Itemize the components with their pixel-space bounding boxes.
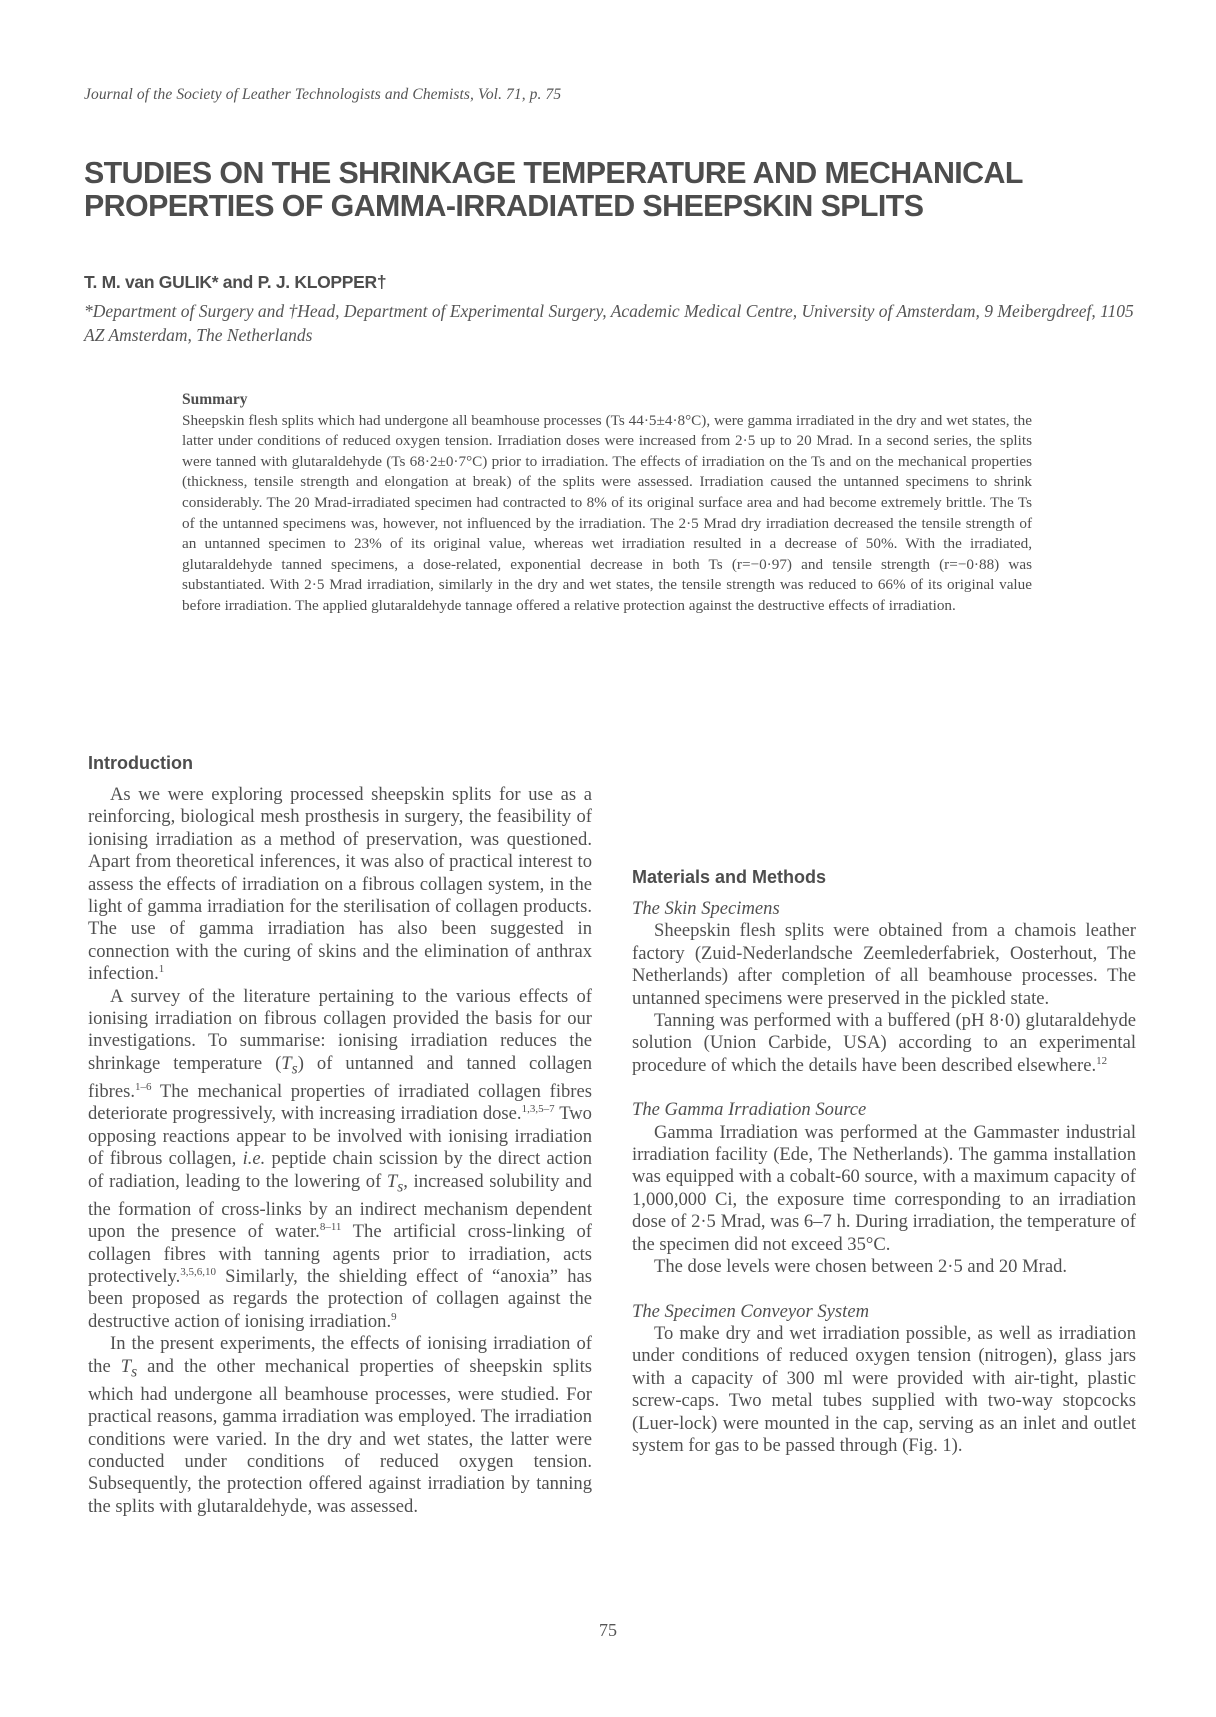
journal-header: Journal of the Society of Leather Technologists and Chemists, Vol. 71, p. 75 (84, 86, 562, 103)
introduction-heading: Introduction (88, 753, 193, 773)
citation: 8–11 (319, 1220, 342, 1233)
ts-subscript: s (131, 1363, 138, 1381)
intro-p2-text-e: peptide chain scission by the direct action of radiation, leading to the lowering of (88, 1148, 592, 1192)
ts-subscript: s (397, 1178, 404, 1196)
intro-p1-text: As we were exploring processed sheepskin splits for use as a reinforcing, biological mesh prosthesis in surgery, the feasibility of ionising irradiation as a method of preservation, was questioned. Apart from theoretical inferences, it was also of practical interest to assess the effects of irradiation on a fibrous collagen system, in the light of gamma irradiation for the sterilisation of collagen products. The use of gamma irradiation has also been suggested in connection with the curing of skins and the elimination of anthrax infection. (88, 784, 592, 985)
intro-paragraph-2 (88, 986, 592, 1334)
ts-subscript: s (291, 1060, 298, 1078)
ts-symbol: T (281, 1052, 292, 1074)
page-number: 75 (599, 1620, 617, 1640)
skin-paragraph-1: Sheepskin flesh splits were obtained from a chamois leather factory (Zuid-Nederlandsche Zeemlederfabriek, Oosterhout, The Netherlands) after completion of all beamhouse processes. The untanned specimens were preserved in the pickled state. (632, 920, 1136, 1009)
ts-symbol: T (120, 1355, 132, 1377)
gamma-source-heading: The Gamma Irradiation Source (632, 1099, 867, 1121)
intro-p2-text-b: ) of untanned and tanned collagen fibres. (88, 1052, 592, 1102)
authors: T. M. van GULIK* and P. J. KLOPPER† (84, 272, 387, 292)
intro-p3-text-a: In the present experiments, the effects of ionising irradiation of the (88, 1333, 592, 1377)
skin-paragraph-2 (632, 1010, 1136, 1077)
citation: 1 (158, 963, 165, 976)
paper-title: STUDIES ON THE SHRINKAGE TEMPERATURE AND MECHANICAL PROPERTIES OF GAMMA-IRRADIATED SHEEPSKIN SPLITS (84, 155, 1023, 223)
citation: 1,3,5–7 (521, 1103, 555, 1116)
ie-abbrev: i.e. (242, 1148, 266, 1170)
citation: 12 (1096, 1054, 1108, 1067)
affiliation: *Department of Surgery and †Head, Department of Experimental Surgery, Academic Medical Centre, University of Amsterdam, 9 Meibergdreef, 1105 AZ Amsterdam, The Netherlands (84, 301, 1134, 345)
skin-specimens-heading: The Skin Specimens (632, 898, 780, 919)
intro-p2-text-d: Two opposing reactions appear to be involved with ionising irradiation of fibrous collagen, (88, 1103, 592, 1170)
spacer (632, 1077, 1136, 1099)
summary-text: Sheepskin flesh splits which had undergone all beamhouse processes (Ts 44·5±4·8°C), were gamma irradiated in the dry and wet states, the latter under conditions of reduced oxygen tension. Irradiation doses were increased from 2·5 up to 20 Mrad. In a second series, the splits were tanned with glutaraldehyde (Ts 68·2±0·7°C) prior to irradiation. The effects of irradiation on the Ts and on the mechanical properties (thickness, tensile strength and elongation at break) of the splits were assessed. Irradiation caused the untanned specimens to shrink considerably. The 20 Mrad-irradiated specimen had contracted to 8% of its original surface area and had become extremely brittle. The Ts of the untanned specimens was, however, not influenced by the irradiation. The 2·5 Mrad dry irradiation decreased the tensile strength of an untanned specimen to 23% of its original value, whereas wet irradiation resulted in a decrease of 50%. With the irradiated, glutaraldehyde tanned specimens, a dose-related, exponential decrease in both Ts (r=−0·97) and tensile strength (r=−0·88) was substantiated. With 2·5 Mrad irradiation, similarly in the dry and wet states, the tensile strength was reduced to 66% of its original value before irradiation. The applied glutaraldehyde tannage offered a relative protection against the destructive effects of irradiation. (182, 411, 1032, 614)
citation: 1–6 (134, 1080, 152, 1093)
summary-block (182, 390, 1032, 617)
spacer (632, 1279, 1136, 1301)
intro-p2-text-f: , increased solubility and the formation of cross-links by an indirect mechanism dependent upon the presence of water. (88, 1170, 592, 1243)
intro-p2-text-c: The mechanical properties of irradiated collagen fibres deteriorate progressively, with increasing irradiation dose. (88, 1081, 592, 1125)
source-paragraph-1: Gamma Irradiation was performed at the Gammaster industrial irradiation facility (Ede, The Netherlands). The gamma installation was equipped with a cobalt-60 source, with a maximum capacity of 1,000,000 Ci, the exposure time corresponding to an irradiation dose of 2·5 Mrad, was 6–7 h. During irradiation, the temperature of the specimen did not exceed 35°C. (632, 1121, 1136, 1255)
citation: 3,5,6,10 (180, 1265, 216, 1278)
left-column (88, 752, 592, 1518)
intro-p2-text-a: A survey of the literature pertaining to the various effects of ionising irradiation on fibrous collagen provided the basis for our investigations. To summarise: ionising irradiation reduces the shrinkage temperature ( (88, 985, 592, 1074)
citation: 9 (391, 1310, 397, 1323)
intro-paragraph-1 (88, 784, 592, 986)
ts-symbol: T (386, 1170, 398, 1192)
right-column (632, 752, 1136, 1457)
conveyor-paragraph-1: To make dry and wet irradiation possible, as well as irradiation under conditions of reduced oxygen tension (nitrogen), glass jars with a capacity of 300 ml were provided with air-tight, plastic screw-caps. Two metal tubes supplied with two-way stopcocks (Luer-lock) were mounted in the cap, serving as an inlet and outlet system for gas to be passed through (Fig. 1). (632, 1322, 1136, 1456)
methods-heading: Materials and Methods (632, 867, 827, 887)
intro-p2-text-g: The artificial cross-linking of collagen fibres with tanning agents prior to irradiation, acts protectively. (88, 1221, 592, 1287)
intro-p3-text-b: and the other mechanical properties of sheepskin splits which had undergone all beamhouse processes, were studied. For practical reasons, gamma irradiation was employed. The irradiation conditions were varied. In the dry and wet states, the latter were conducted under conditions of reduced oxygen tension. Subsequently, the protection offered against irradiation by tanning the splits with glutaraldehyde, was assessed. (88, 1355, 592, 1517)
column-continuation-spacer (632, 752, 1136, 866)
summary-heading: Summary (182, 391, 248, 408)
intro-paragraph-3 (88, 1333, 592, 1518)
conveyor-heading: The Specimen Conveyor System (632, 1300, 869, 1322)
source-paragraph-2: The dose levels were chosen between 2·5 and 20 Mrad. (654, 1256, 1068, 1278)
intro-p2-text-h: Similarly, the shielding effect of “anoxia” has been proposed as regards the protection of collagen against the destructive action of ionising irradiation. (88, 1265, 592, 1332)
skin-p2-text: Tanning was performed with a buffered (pH 8·0) glutaraldehyde solution (Union Carbide, USA) according to an experimental procedure of which the details have been described elsewhere. (632, 1010, 1136, 1076)
